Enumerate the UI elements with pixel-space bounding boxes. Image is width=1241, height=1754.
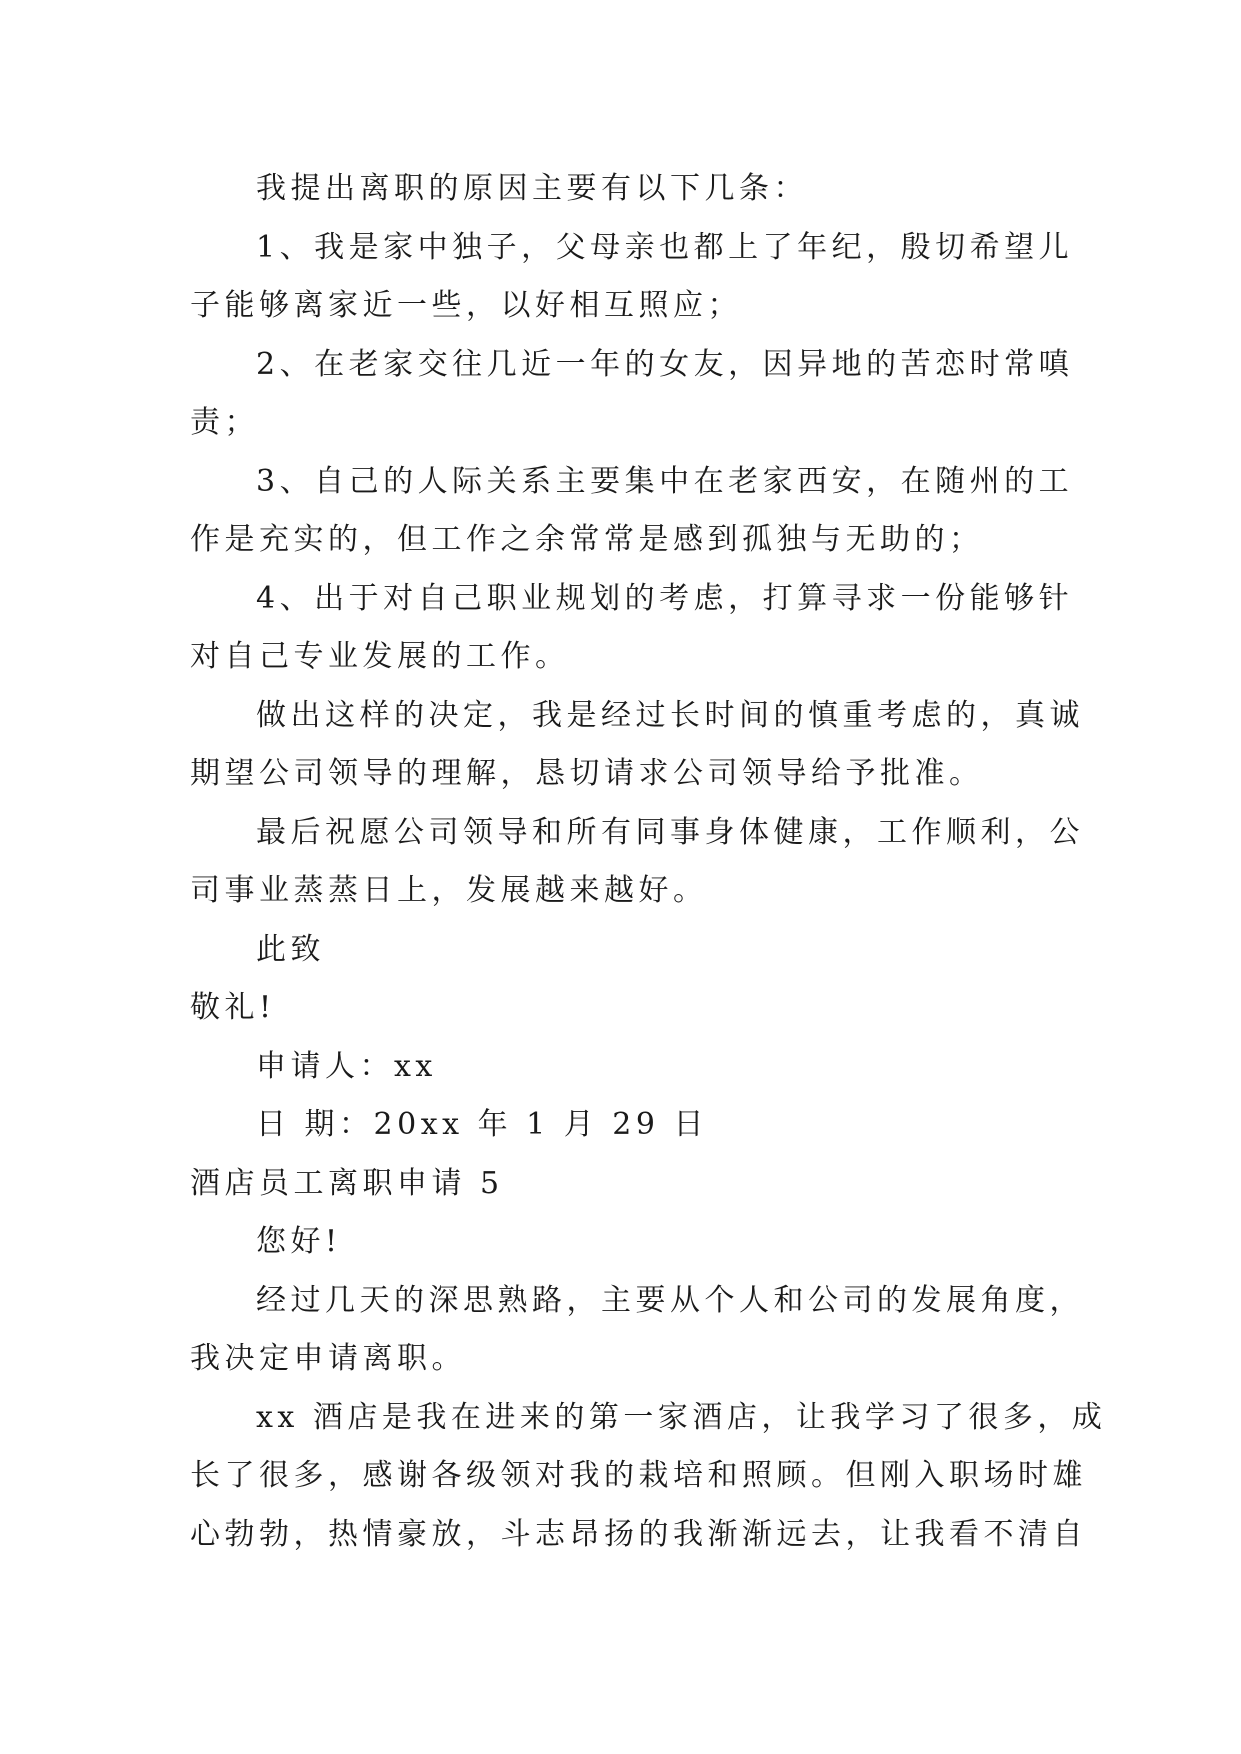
text-line: 此致	[256, 931, 325, 967]
text-line: 责；	[190, 405, 259, 440]
text-line: 酒店员工离职申请 5	[190, 1165, 504, 1201]
text-line: 1、我是家中独子，父母亲也都上了年纪，殷切希望儿	[256, 229, 1074, 265]
document-body	[190, 160, 1107, 1564]
text-line: 长了很多，感谢各级领对我的栽培和照顾。但刚入职场时雄	[190, 1458, 1087, 1493]
text-line: 我提出离职的原因主要有以下几条：	[256, 171, 808, 206]
text-line: 您好!	[256, 1224, 342, 1259]
text-line: xx 酒店是我在进来的第一家酒店，让我学习了很多，成	[256, 1399, 1107, 1435]
text-line: 申请人：xx	[256, 1048, 437, 1084]
text-line: 敬礼!	[190, 990, 276, 1025]
text-line: 日 期：20xx 年 1 月 29 日	[256, 1107, 708, 1142]
text-line: 做出这样的决定，我是经过长时间的慎重考虑的，真诚	[256, 697, 1084, 733]
text-line: 心勃勃，热情豪放，斗志昂扬的我渐渐远去，让我看不清自	[190, 1516, 1087, 1552]
text-line: 子能够离家近一些，以好相互照应；	[190, 288, 742, 323]
text-line: 3、自己的人际关系主要集中在老家西安，在随州的工	[256, 463, 1074, 499]
text-line: 最后祝愿公司领导和所有同事身体健康，工作顺利，公	[256, 814, 1084, 850]
text-line: 2、在老家交往几近一年的女友，因异地的苦恋时常嗔	[256, 346, 1074, 382]
text-line: 我决定申请离职。	[190, 1341, 466, 1376]
text-line: 对自己专业发展的工作。	[190, 639, 570, 674]
text-line: 期望公司领导的理解，恳切请求公司领导给予批准。	[190, 756, 984, 791]
text-line: 作是充实的，但工作之余常常是感到孤独与无助的；	[190, 522, 984, 557]
text-line: 4、出于对自己职业规划的考虑，打算寻求一份能够针	[256, 580, 1074, 616]
text-line: 司事业蒸蒸日上，发展越来越好。	[190, 873, 708, 908]
text-line: 经过几天的深思熟路，主要从个人和公司的发展角度，	[256, 1282, 1084, 1318]
